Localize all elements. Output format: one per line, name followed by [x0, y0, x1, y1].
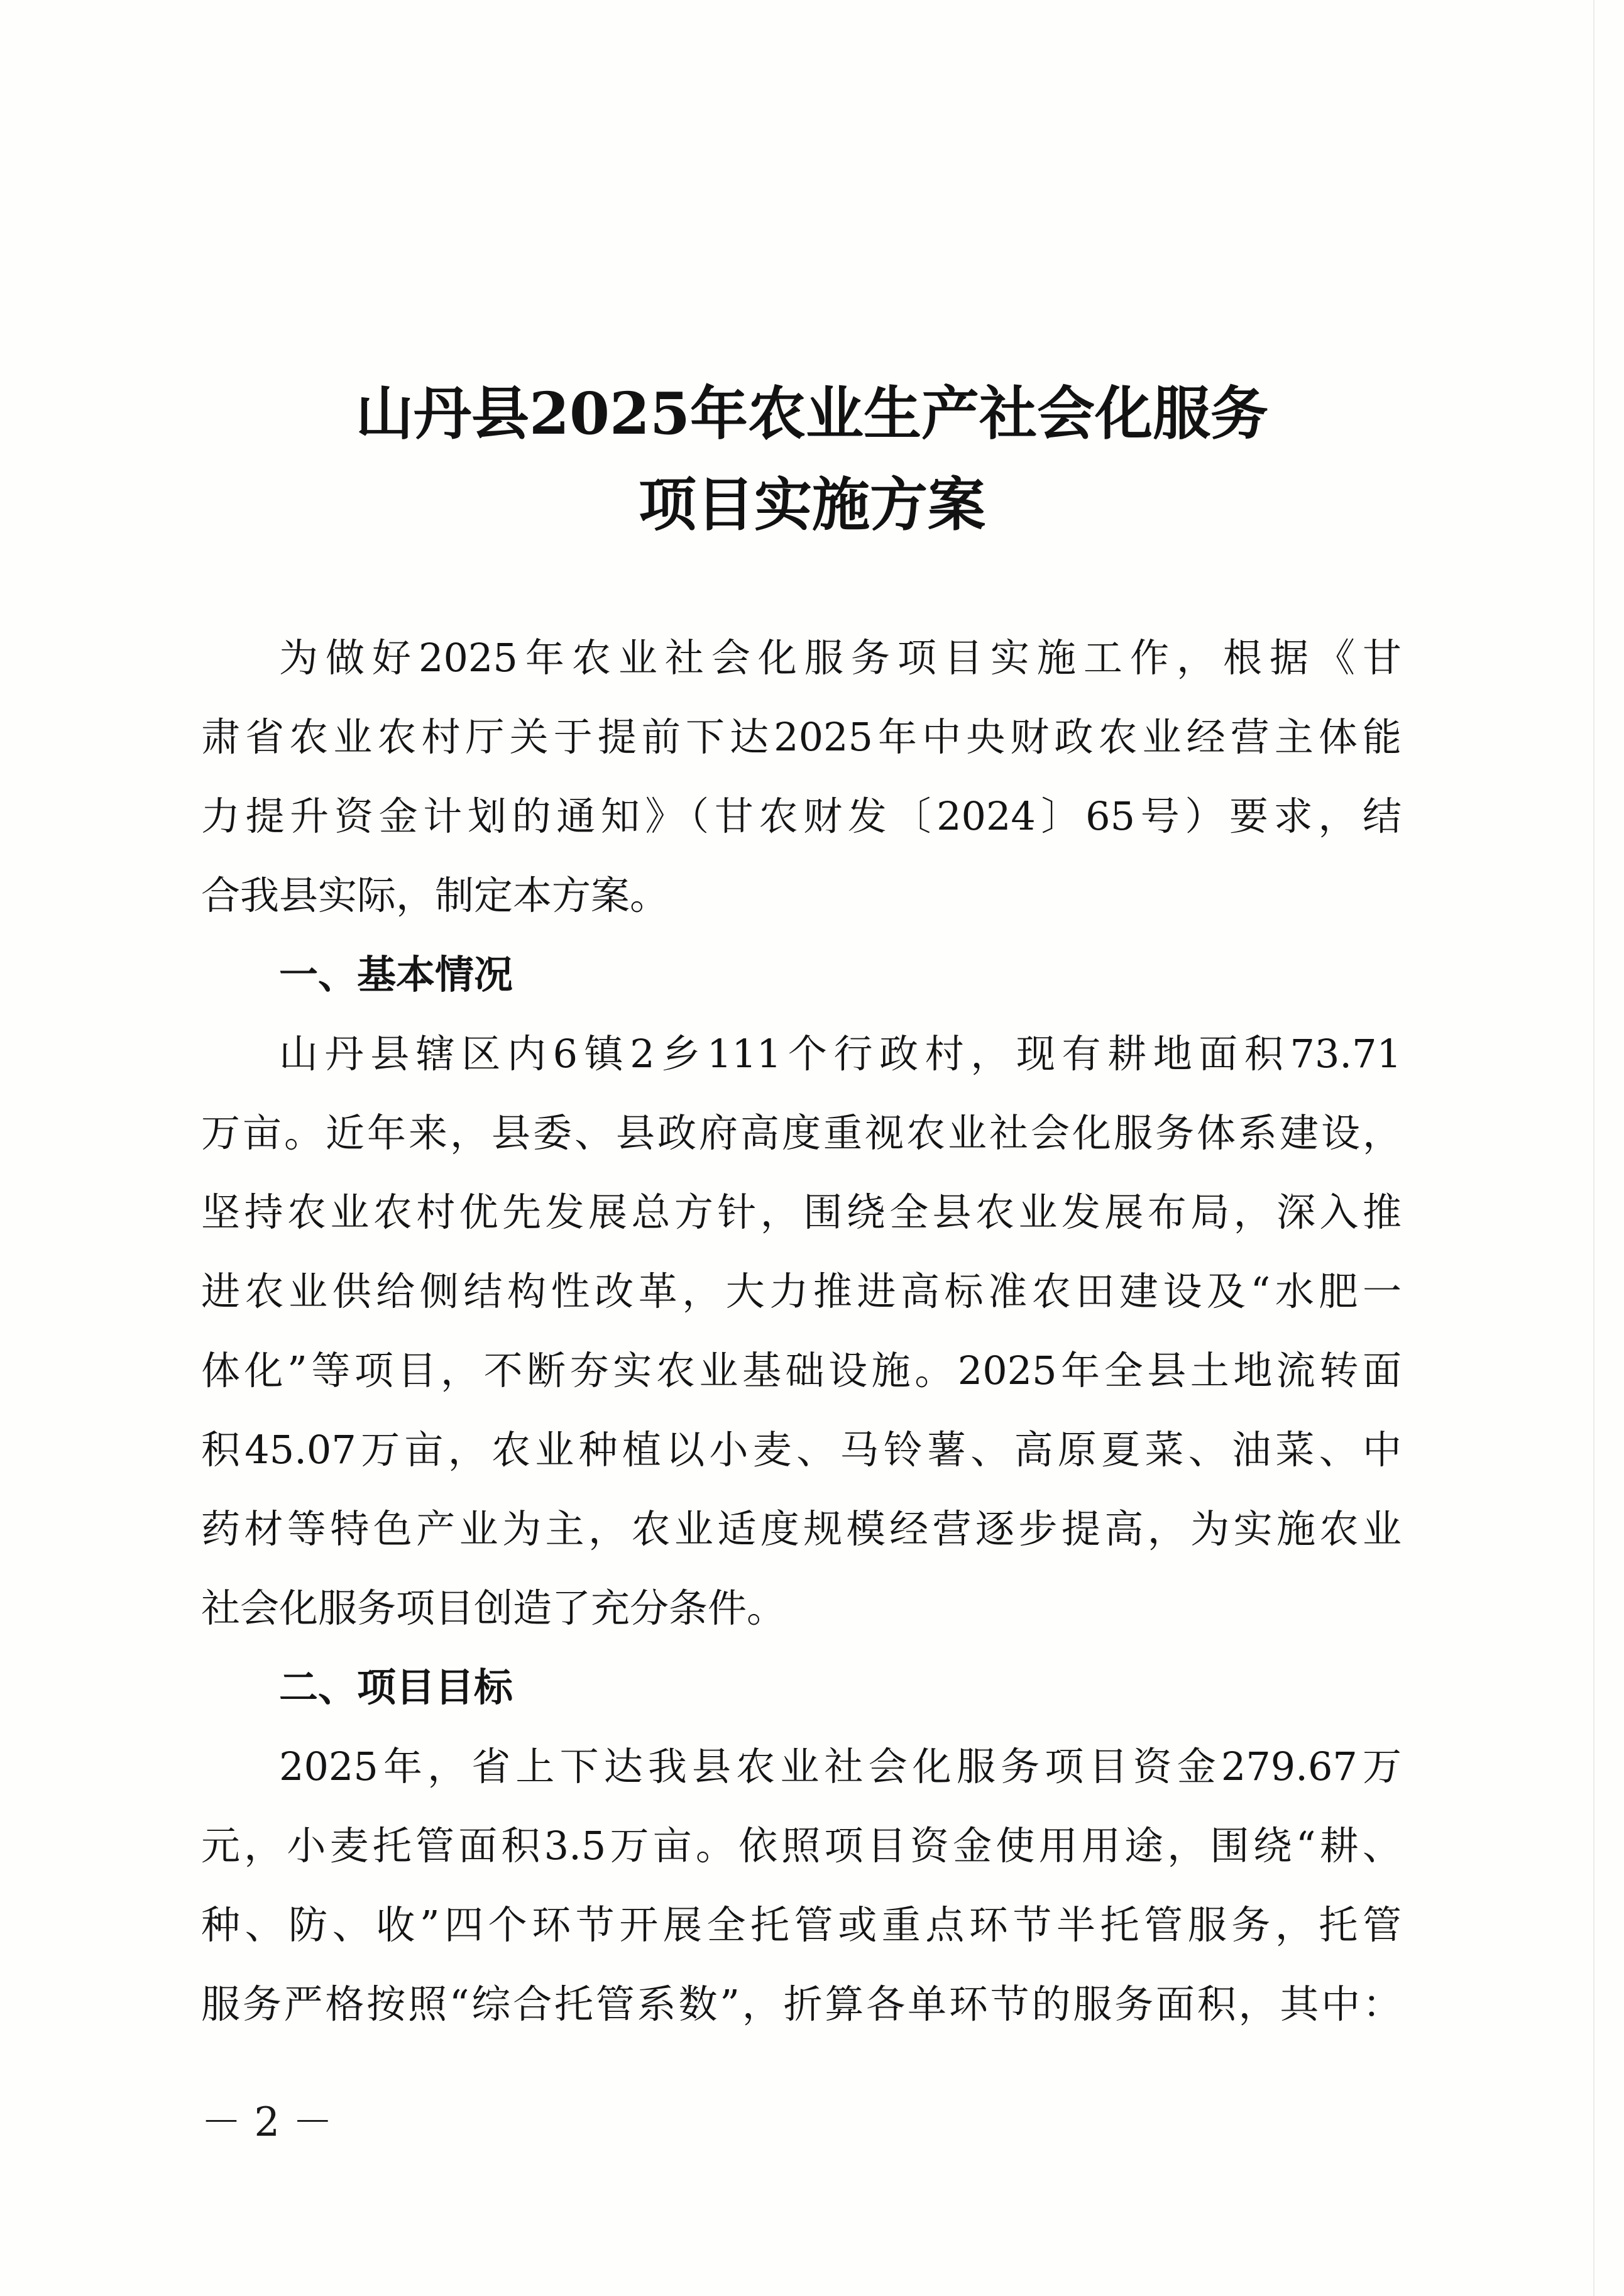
document-title-line-1: 山丹县2025年农业生产社会化服务: [355, 380, 1269, 448]
section1-paragraph: [201, 1014, 1402, 1648]
section-heading-project-goals: 二、项目目标: [279, 1664, 513, 1710]
text-line: 山丹县辖区内6镇2乡111个行政村，现有耕地面积73.71: [279, 1031, 1402, 1077]
text-line: 药材等特色产业为主，农业适度规模经营逐步提高，为实施农业: [201, 1506, 1402, 1552]
text-line: 坚持农业农村优先发展总方针，围绕全县农业发展布局，深入推: [201, 1189, 1402, 1235]
section2-paragraph: [201, 1727, 1402, 2044]
text-line: 力提升资金计划的通知》（甘农财发〔2024〕65号）要求，结: [201, 793, 1402, 839]
text-line: 万亩。近年来，县委、县政府高度重视农业社会化服务体系建设，: [201, 1110, 1402, 1156]
intro-paragraph: [201, 618, 1402, 935]
text-line: 合我县实际，制定本方案。: [201, 872, 669, 918]
document-title-line-2: 项目实施方案: [638, 471, 985, 539]
text-line: 肃省农业农村厅关于提前下达2025年中央财政农业经营主体能: [201, 714, 1402, 760]
text-line: 元，小麦托管面积3.5万亩。依照项目资金使用用途，围绕“耕、: [201, 1823, 1402, 1869]
text-line: 为做好2025年农业社会化服务项目实施工作，根据《甘: [279, 635, 1402, 681]
text-line: 进农业供给侧结构性改革，大力推进高标准农田建设及“水肥一: [201, 1268, 1402, 1314]
text-line: 服务严格按照“综合托管系数”，折算各单环节的服务面积，其中：: [201, 1981, 1402, 2027]
text-line: 体化”等项目，不断夯实农业基础设施。2025年全县土地流转面: [201, 1348, 1402, 1393]
text-line: 种、防、收”四个环节开展全托管或重点环节半托管服务，托管: [201, 1902, 1402, 1948]
page-number: － 2 －: [201, 2099, 333, 2146]
text-line: 2025年，省上下达我县农业社会化服务项目资金279.67万: [279, 1744, 1402, 1789]
text-line: 积45.07万亩，农业种植以小麦、马铃薯、高原夏菜、油菜、中: [201, 1427, 1402, 1473]
scan-edge: [1593, 0, 1594, 2296]
text-line: 社会化服务项目创造了充分条件。: [201, 1585, 786, 1631]
section-heading-basic-situation: 一、基本情况: [279, 952, 513, 997]
